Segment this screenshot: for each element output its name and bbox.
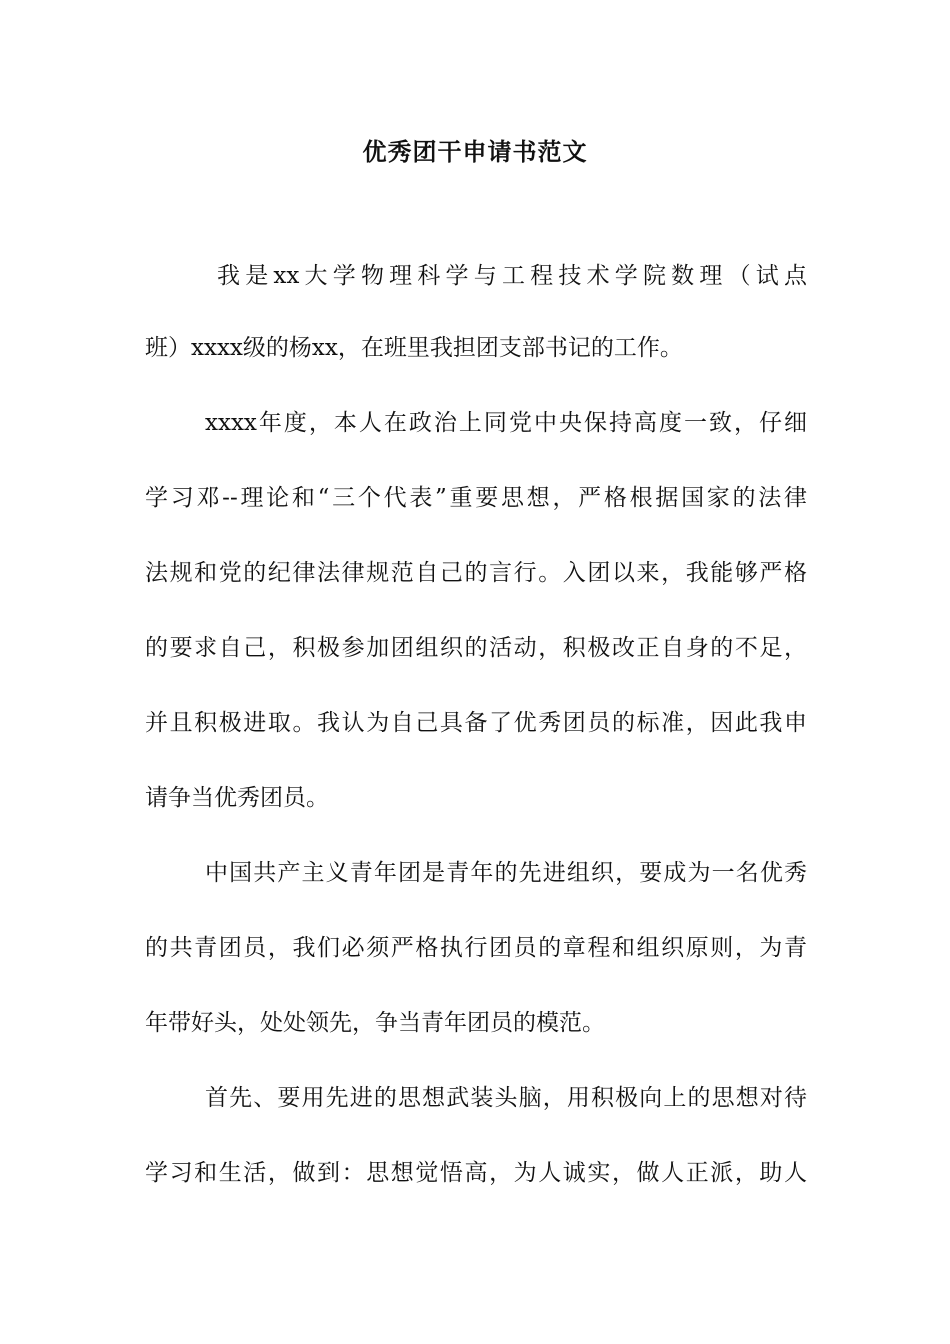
body-line-4: 学习邓--理论和“三个代表”重要思想，严格根据国家的法律 [145, 485, 807, 511]
body-line-13: 学习和生活，做到：思想觉悟高，为人诚实，做人正派，助人 [145, 1160, 807, 1186]
body-line-10: 的共青团员，我们必须严格执行团员的章程和组织原则，为青 [145, 935, 807, 961]
body-line-9: 中国共产主义青年团是青年的先进组织，要成为一名优秀 [205, 860, 807, 886]
body-line-6: 的要求自己，积极参加团组织的活动，积极改正自身的不足， [145, 635, 807, 661]
body-line-1: 我是xx大学物理科学与工程技术学院数理（试点 [217, 263, 807, 289]
body-line-2: 班）xxxx级的杨xx，在班里我担团支部书记的工作。 [145, 335, 683, 361]
body-line-8: 请争当优秀团员。 [145, 785, 329, 811]
body-line-12: 首先、要用先进的思想武装头脑，用积极向上的思想对待 [205, 1085, 807, 1111]
body-line-11: 年带好头，处处领先，争当青年团员的模范。 [145, 1010, 605, 1036]
body-line-7: 并且积极进取。我认为自己具备了优秀团员的标准，因此我申 [145, 710, 807, 736]
body-line-5: 法规和党的纪律法律规范自己的言行。入团以来，我能够严格 [145, 560, 807, 586]
document-title: 优秀团干申请书范文 [362, 138, 588, 166]
body-line-3: xxxx年度，本人在政治上同党中央保持高度一致，仔细 [205, 410, 807, 436]
